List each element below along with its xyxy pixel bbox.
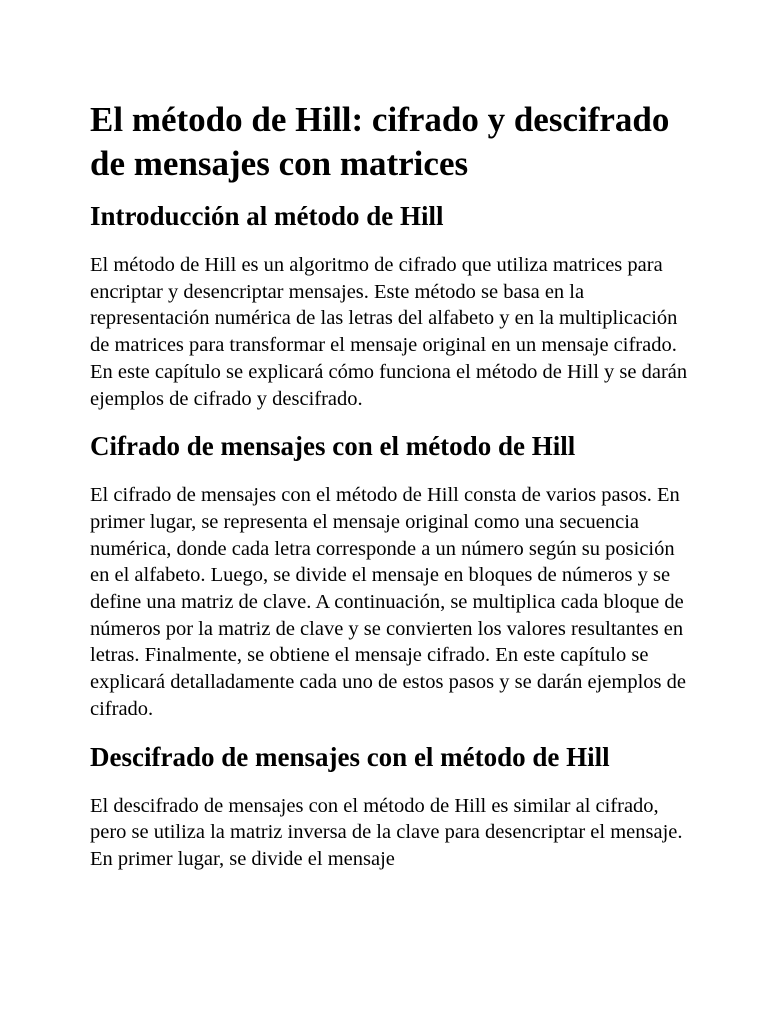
section-heading: Introducción al método de Hill <box>90 201 444 231</box>
section-paragraph: El cifrado de mensajes con el método de Hill consta de varios pasos. En primer lugar, se representa el mensaje original como una secuencia numérica, donde cada letra corresponde a un número según su posición en el alfabeto. Luego, se divide el mensaje en bloques de números y se define una matriz de clave. A continuación, se multiplica cada bloque de números por la matriz de clave y se convierten los valores resultantes en letras. Finalmente, se obtiene el mensaje cifrado. En este capítulo se explicará detalladamente cada uno de estos pasos y se darán ejemplos de cifrado. <box>90 484 686 720</box>
document-page <box>90 98 690 891</box>
section-heading: Descifrado de mensajes con el método de Hill <box>90 741 610 772</box>
section-descifrado <box>90 741 690 873</box>
section-paragraph: El método de Hill es un algoritmo de cifrado que utiliza matrices para encriptar y desencriptar mensajes. Este método se basa en la representación numérica de las letras del alfabeto y en la multiplicación de matrices para transformar el mensaje original en un mensaje cifrado. En este capítulo se explicará cómo funciona el método de Hill y se darán ejemplos de cifrado y descifrado. <box>90 254 688 410</box>
section-paragraph: El descifrado de mensajes con el método de Hill es similar al cifrado, pero se utiliza la matriz inversa de la clave para desencriptar el mensaje. En primer lugar, se divide el mensaje <box>90 794 683 870</box>
section-heading: Cifrado de mensajes con el método de Hill <box>90 431 576 462</box>
document-title: El método de Hill: cifrado y descifrado de mensajes con matrices <box>90 100 670 183</box>
section-introduccion <box>90 200 690 412</box>
section-cifrado <box>90 430 690 722</box>
